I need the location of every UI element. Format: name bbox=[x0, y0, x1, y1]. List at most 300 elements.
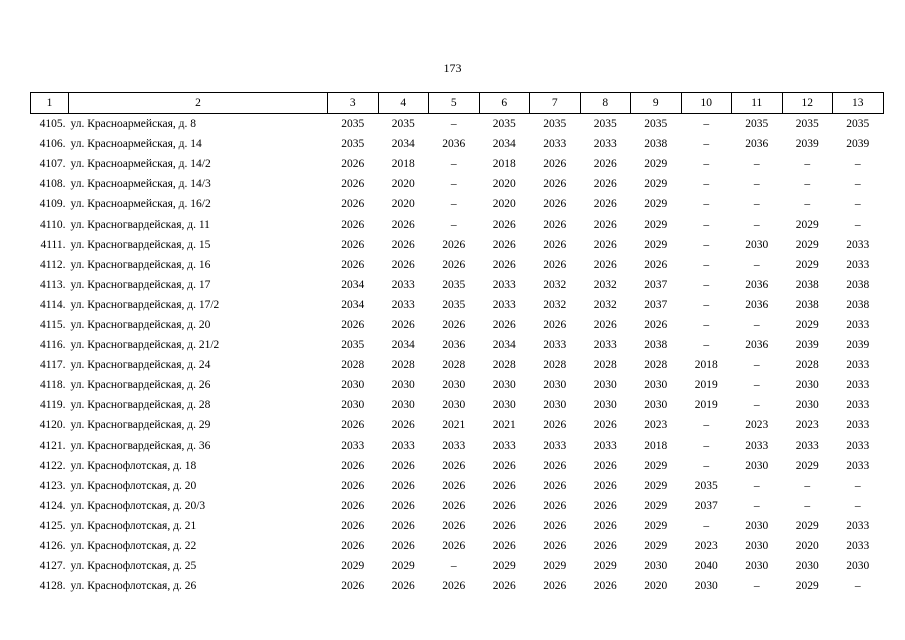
year-cell: 2026 bbox=[644, 258, 668, 271]
year-cell: 2026 bbox=[593, 479, 617, 492]
year-cell: – bbox=[753, 499, 760, 512]
year-cell: 2034 bbox=[391, 138, 415, 151]
year-cell: 2037 bbox=[694, 499, 718, 512]
year-cell: 2030 bbox=[442, 379, 466, 392]
year-cell: – bbox=[804, 158, 811, 171]
table-row bbox=[31, 395, 884, 415]
year-cell: 2026 bbox=[391, 419, 415, 432]
year-cell: 2026 bbox=[593, 238, 617, 251]
year-cell: – bbox=[804, 479, 811, 492]
year-cell: 2030 bbox=[745, 519, 769, 532]
year-cell: 2029 bbox=[644, 479, 668, 492]
address-cell: ул. Красногвардейская, д. 24 bbox=[70, 359, 211, 372]
row-number: 4114. bbox=[40, 298, 66, 311]
year-cell: 2026 bbox=[341, 178, 365, 191]
year-cell: 2038 bbox=[846, 278, 870, 291]
year-cell: 2033 bbox=[846, 459, 870, 472]
year-cell: 2030 bbox=[391, 399, 415, 412]
address-cell: ул. Красногвардейская, д. 21/2 bbox=[70, 339, 220, 352]
column-header: 3 bbox=[328, 93, 379, 114]
year-cell: 2033 bbox=[492, 439, 516, 452]
year-cell: 2026 bbox=[543, 580, 567, 593]
year-cell: 2036 bbox=[442, 339, 466, 352]
address-cell: ул. Красноармейская, д. 14 bbox=[70, 138, 202, 151]
year-cell: 2026 bbox=[492, 318, 516, 331]
year-cell: 2026 bbox=[593, 419, 617, 432]
year-cell: 2033 bbox=[391, 439, 415, 452]
year-cell: 2030 bbox=[543, 379, 567, 392]
address-cell: ул. Краснофлотская, д. 18 bbox=[70, 459, 197, 472]
year-cell: 2030 bbox=[795, 560, 819, 573]
year-cell: 2023 bbox=[694, 540, 718, 553]
year-cell: 2029 bbox=[795, 318, 819, 331]
year-cell: 2029 bbox=[391, 560, 415, 573]
column-header: 1 bbox=[31, 93, 69, 114]
year-cell: 2029 bbox=[644, 218, 668, 231]
year-cell: 2030 bbox=[644, 399, 668, 412]
year-cell: 2026 bbox=[492, 459, 516, 472]
table-row bbox=[31, 456, 884, 476]
year-cell: 2035 bbox=[846, 118, 870, 131]
year-cell: 2033 bbox=[391, 298, 415, 311]
year-cell: 2026 bbox=[391, 258, 415, 271]
year-cell: – bbox=[854, 218, 861, 231]
year-cell: 2029 bbox=[644, 459, 668, 472]
table-row bbox=[31, 536, 884, 556]
row-number: 4112. bbox=[40, 258, 66, 271]
year-cell: 2038 bbox=[846, 298, 870, 311]
year-cell: – bbox=[450, 218, 457, 231]
year-cell: 2038 bbox=[795, 278, 819, 291]
year-cell: 2030 bbox=[745, 238, 769, 251]
year-cell: – bbox=[854, 580, 861, 593]
year-cell: 2030 bbox=[492, 379, 516, 392]
year-cell: 2036 bbox=[745, 298, 769, 311]
year-cell: 2026 bbox=[341, 479, 365, 492]
year-cell: 2030 bbox=[745, 540, 769, 553]
year-cell: – bbox=[753, 379, 760, 392]
year-cell: 2019 bbox=[694, 399, 718, 412]
year-cell: 2026 bbox=[341, 459, 365, 472]
year-cell: – bbox=[854, 178, 861, 191]
address-cell: ул. Краснофлотская, д. 26 bbox=[70, 580, 197, 593]
year-cell: 2026 bbox=[543, 459, 567, 472]
year-cell: 2030 bbox=[644, 379, 668, 392]
year-cell: 2026 bbox=[341, 158, 365, 171]
year-cell: 2038 bbox=[644, 339, 668, 352]
table-row bbox=[31, 134, 884, 154]
year-cell: 2033 bbox=[795, 439, 819, 452]
year-cell: 2034 bbox=[391, 339, 415, 352]
year-cell: 2028 bbox=[492, 359, 516, 372]
address-cell: ул. Красноармейская, д. 14/3 bbox=[70, 178, 211, 191]
year-cell: 2029 bbox=[644, 178, 668, 191]
year-cell: 2030 bbox=[795, 399, 819, 412]
row-number: 4121. bbox=[39, 439, 66, 452]
row-number: 4120. bbox=[39, 419, 66, 432]
year-cell: 2026 bbox=[492, 258, 516, 271]
year-cell: 2030 bbox=[745, 560, 769, 573]
year-cell: 2026 bbox=[391, 540, 415, 553]
year-cell: 2026 bbox=[492, 479, 516, 492]
year-cell: 2026 bbox=[593, 540, 617, 553]
year-cell: 2033 bbox=[846, 379, 870, 392]
year-cell: 2026 bbox=[593, 198, 617, 211]
year-cell: 2036 bbox=[745, 138, 769, 151]
year-cell: 2020 bbox=[644, 580, 668, 593]
year-cell: – bbox=[450, 158, 457, 171]
column-header: 6 bbox=[479, 93, 530, 114]
address-cell: ул. Краснофлотская, д. 21 bbox=[70, 519, 197, 532]
column-header: 12 bbox=[782, 93, 833, 114]
row-number: 4108. bbox=[39, 178, 66, 191]
row-number: 4113. bbox=[40, 278, 66, 291]
column-header: 8 bbox=[580, 93, 631, 114]
table-row bbox=[31, 355, 884, 375]
year-cell: – bbox=[450, 118, 457, 131]
year-cell: 2033 bbox=[391, 278, 415, 291]
row-number: 4106. bbox=[39, 138, 66, 151]
table-row bbox=[31, 275, 884, 295]
row-number: 4111. bbox=[40, 238, 66, 251]
row-number: 4116. bbox=[40, 339, 66, 352]
year-cell: – bbox=[854, 499, 861, 512]
year-cell: 2026 bbox=[543, 318, 567, 331]
year-cell: – bbox=[703, 218, 710, 231]
year-cell: – bbox=[804, 178, 811, 191]
year-cell: 2033 bbox=[543, 439, 567, 452]
column-header: 5 bbox=[429, 93, 480, 114]
address-cell: ул. Краснофлотская, д. 22 bbox=[70, 540, 197, 553]
year-cell: 2026 bbox=[593, 178, 617, 191]
year-cell: – bbox=[703, 258, 710, 271]
year-cell: 2029 bbox=[644, 540, 668, 553]
year-cell: 2033 bbox=[846, 399, 870, 412]
year-cell: 2030 bbox=[492, 399, 516, 412]
year-cell: – bbox=[753, 178, 760, 191]
year-cell: – bbox=[804, 198, 811, 211]
row-number: 4128. bbox=[39, 580, 66, 593]
year-cell: 2033 bbox=[341, 439, 365, 452]
year-cell: 2035 bbox=[391, 118, 415, 131]
year-cell: 2026 bbox=[391, 238, 415, 251]
year-cell: 2026 bbox=[492, 218, 516, 231]
year-cell: 2033 bbox=[846, 258, 870, 271]
year-cell: 2026 bbox=[593, 499, 617, 512]
year-cell: 2028 bbox=[795, 359, 819, 372]
year-cell: 2028 bbox=[391, 359, 415, 372]
year-cell: 2034 bbox=[341, 278, 365, 291]
address-cell: ул. Краснофлотская, д. 20/3 bbox=[70, 499, 206, 512]
row-number: 4119. bbox=[40, 399, 66, 412]
year-cell: 2030 bbox=[694, 580, 718, 593]
table-header-row bbox=[31, 93, 884, 114]
year-cell: 2018 bbox=[391, 158, 415, 171]
year-cell: 2026 bbox=[341, 318, 365, 331]
year-cell: 2034 bbox=[492, 339, 516, 352]
year-cell: 2026 bbox=[341, 580, 365, 593]
year-cell: 2026 bbox=[543, 238, 567, 251]
year-cell: 2026 bbox=[391, 519, 415, 532]
year-cell: 2020 bbox=[795, 540, 819, 553]
year-cell: 2019 bbox=[694, 379, 718, 392]
table-row bbox=[31, 436, 884, 456]
row-number: 4126. bbox=[39, 540, 66, 553]
year-cell: 2035 bbox=[492, 118, 516, 131]
address-cell: ул. Краснофлотская, д. 20 bbox=[70, 479, 197, 492]
year-cell: 2026 bbox=[593, 519, 617, 532]
year-cell: 2032 bbox=[543, 278, 567, 291]
year-cell: 2036 bbox=[745, 278, 769, 291]
year-cell: 2035 bbox=[644, 118, 668, 131]
year-cell: 2018 bbox=[492, 158, 516, 171]
table-row bbox=[31, 214, 884, 234]
year-cell: 2035 bbox=[442, 298, 466, 311]
address-cell: ул. Красногвардейская, д. 17 bbox=[70, 278, 211, 291]
year-cell: 2026 bbox=[593, 459, 617, 472]
table-row bbox=[31, 194, 884, 214]
year-cell: 2026 bbox=[492, 519, 516, 532]
year-cell: 2029 bbox=[644, 499, 668, 512]
year-cell: 2029 bbox=[795, 238, 819, 251]
year-cell: 2026 bbox=[442, 580, 466, 593]
year-cell: 2029 bbox=[795, 258, 819, 271]
year-cell: 2023 bbox=[644, 419, 668, 432]
year-cell: 2033 bbox=[846, 318, 870, 331]
column-header: 7 bbox=[530, 93, 581, 114]
row-number: 4124. bbox=[39, 499, 66, 512]
year-cell: 2030 bbox=[442, 399, 466, 412]
year-cell: 2026 bbox=[543, 158, 567, 171]
year-cell: 2033 bbox=[846, 540, 870, 553]
year-cell: 2035 bbox=[341, 138, 365, 151]
year-cell: – bbox=[703, 419, 710, 432]
table-row bbox=[31, 415, 884, 435]
year-cell: – bbox=[703, 298, 710, 311]
table-body bbox=[31, 114, 884, 597]
address-cell: ул. Красноармейская, д. 8 bbox=[70, 118, 196, 131]
year-cell: 2033 bbox=[492, 298, 516, 311]
year-cell: 2036 bbox=[745, 339, 769, 352]
row-number: 4107. bbox=[39, 158, 66, 171]
year-cell: 2035 bbox=[442, 278, 466, 291]
year-cell: 2029 bbox=[795, 519, 819, 532]
address-cell: ул. Красногвардейская, д. 20 bbox=[70, 318, 211, 331]
year-cell: 2030 bbox=[341, 399, 365, 412]
year-cell: 2021 bbox=[492, 419, 516, 432]
schedule-table bbox=[30, 92, 884, 596]
year-cell: 2030 bbox=[846, 560, 870, 573]
year-cell: 2030 bbox=[391, 379, 415, 392]
year-cell: 2032 bbox=[593, 278, 617, 291]
year-cell: 2029 bbox=[492, 560, 516, 573]
column-header: 4 bbox=[378, 93, 429, 114]
row-number: 4115. bbox=[40, 318, 66, 331]
year-cell: 2033 bbox=[593, 339, 617, 352]
year-cell: 2029 bbox=[795, 580, 819, 593]
address-cell: ул. Красноармейская, д. 16/2 bbox=[70, 198, 211, 211]
year-cell: 2033 bbox=[846, 238, 870, 251]
year-cell: – bbox=[753, 198, 760, 211]
year-cell: 2020 bbox=[391, 178, 415, 191]
address-cell: ул. Красногвардейская, д. 17/2 bbox=[70, 298, 220, 311]
year-cell: 2038 bbox=[795, 298, 819, 311]
year-cell: 2026 bbox=[492, 580, 516, 593]
year-cell: 2026 bbox=[543, 519, 567, 532]
table-row bbox=[31, 174, 884, 194]
year-cell: 2026 bbox=[543, 258, 567, 271]
year-cell: 2023 bbox=[745, 419, 769, 432]
year-cell: 2030 bbox=[644, 560, 668, 573]
year-cell: – bbox=[703, 118, 710, 131]
year-cell: – bbox=[753, 580, 760, 593]
year-cell: 2026 bbox=[543, 499, 567, 512]
year-cell: 2018 bbox=[694, 359, 718, 372]
year-cell: – bbox=[854, 479, 861, 492]
year-cell: – bbox=[854, 198, 861, 211]
year-cell: 2020 bbox=[492, 178, 516, 191]
year-cell: 2026 bbox=[543, 198, 567, 211]
year-cell: 2026 bbox=[391, 459, 415, 472]
year-cell: – bbox=[703, 459, 710, 472]
year-cell: 2026 bbox=[593, 258, 617, 271]
year-cell: 2035 bbox=[341, 118, 365, 131]
year-cell: 2035 bbox=[745, 118, 769, 131]
year-cell: 2026 bbox=[442, 238, 466, 251]
year-cell: – bbox=[450, 198, 457, 211]
year-cell: 2037 bbox=[644, 298, 668, 311]
table-row bbox=[31, 114, 884, 135]
year-cell: 2033 bbox=[846, 419, 870, 432]
column-header: 13 bbox=[833, 93, 884, 114]
year-cell: 2029 bbox=[341, 560, 365, 573]
address-cell: ул. Красногвардейская, д. 36 bbox=[70, 439, 211, 452]
column-header: 10 bbox=[681, 93, 732, 114]
table-row bbox=[31, 516, 884, 536]
column-header: 9 bbox=[631, 93, 682, 114]
year-cell: – bbox=[450, 560, 457, 573]
row-number: 4118. bbox=[40, 379, 66, 392]
year-cell: 2029 bbox=[593, 560, 617, 573]
year-cell: 2026 bbox=[593, 158, 617, 171]
year-cell: 2033 bbox=[492, 278, 516, 291]
year-cell: 2026 bbox=[442, 499, 466, 512]
year-cell: 2030 bbox=[795, 379, 819, 392]
year-cell: 2029 bbox=[644, 238, 668, 251]
year-cell: 2020 bbox=[492, 198, 516, 211]
year-cell: 2035 bbox=[795, 118, 819, 131]
year-cell: 2026 bbox=[341, 258, 365, 271]
year-cell: 2033 bbox=[846, 359, 870, 372]
year-cell: 2029 bbox=[795, 459, 819, 472]
year-cell: 2034 bbox=[492, 138, 516, 151]
year-cell: 2033 bbox=[846, 439, 870, 452]
year-cell: 2028 bbox=[593, 359, 617, 372]
year-cell: 2030 bbox=[341, 379, 365, 392]
table-row bbox=[31, 295, 884, 315]
year-cell: 2039 bbox=[795, 138, 819, 151]
address-cell: ул. Красногвардейская, д. 11 bbox=[70, 218, 210, 231]
address-cell: ул. Красногвардейская, д. 16 bbox=[70, 258, 211, 271]
year-cell: 2030 bbox=[593, 379, 617, 392]
year-cell: – bbox=[753, 218, 760, 231]
year-cell: 2039 bbox=[846, 339, 870, 352]
year-cell: 2026 bbox=[543, 178, 567, 191]
year-cell: 2026 bbox=[391, 318, 415, 331]
year-cell: 2026 bbox=[391, 479, 415, 492]
year-cell: 2023 bbox=[795, 419, 819, 432]
year-cell: – bbox=[753, 158, 760, 171]
year-cell: 2026 bbox=[543, 419, 567, 432]
year-cell: 2026 bbox=[391, 499, 415, 512]
row-number: 4127. bbox=[39, 560, 66, 573]
year-cell: 2029 bbox=[795, 218, 819, 231]
table-row bbox=[31, 375, 884, 395]
table-row bbox=[31, 235, 884, 255]
row-number: 4117. bbox=[40, 359, 66, 372]
year-cell: 2026 bbox=[442, 540, 466, 553]
year-cell: 2026 bbox=[644, 318, 668, 331]
table-row bbox=[31, 496, 884, 516]
year-cell: – bbox=[703, 439, 710, 452]
year-cell: 2029 bbox=[543, 560, 567, 573]
year-cell: 2026 bbox=[341, 540, 365, 553]
page-number: 173 bbox=[443, 61, 462, 75]
year-cell: 2033 bbox=[442, 439, 466, 452]
year-cell: – bbox=[703, 198, 710, 211]
year-cell: 2030 bbox=[543, 399, 567, 412]
year-cell: 2026 bbox=[442, 258, 466, 271]
year-cell: 2026 bbox=[442, 479, 466, 492]
year-cell: 2040 bbox=[694, 560, 718, 573]
column-header: 2 bbox=[69, 93, 328, 114]
table-row bbox=[31, 556, 884, 576]
year-cell: 2026 bbox=[442, 459, 466, 472]
year-cell: 2026 bbox=[593, 580, 617, 593]
year-cell: 2037 bbox=[644, 278, 668, 291]
year-cell: 2030 bbox=[745, 459, 769, 472]
year-cell: – bbox=[703, 178, 710, 191]
year-cell: 2034 bbox=[341, 298, 365, 311]
year-cell: 2033 bbox=[593, 138, 617, 151]
table-row bbox=[31, 154, 884, 174]
year-cell: 2035 bbox=[593, 118, 617, 131]
year-cell: 2026 bbox=[341, 238, 365, 251]
year-cell: – bbox=[450, 178, 457, 191]
year-cell: – bbox=[703, 318, 710, 331]
table-row bbox=[31, 576, 884, 596]
year-cell: – bbox=[753, 479, 760, 492]
year-cell: 2030 bbox=[593, 399, 617, 412]
year-cell: 2026 bbox=[543, 479, 567, 492]
year-cell: 2018 bbox=[644, 439, 668, 452]
address-cell: ул. Краснофлотская, д. 25 bbox=[70, 560, 197, 573]
year-cell: – bbox=[804, 499, 811, 512]
year-cell: 2035 bbox=[341, 339, 365, 352]
year-cell: 2026 bbox=[593, 218, 617, 231]
year-cell: 2036 bbox=[442, 138, 466, 151]
year-cell: 2029 bbox=[644, 519, 668, 532]
column-header: 11 bbox=[732, 93, 783, 114]
year-cell: 2020 bbox=[391, 198, 415, 211]
year-cell: 2039 bbox=[795, 339, 819, 352]
year-cell: 2026 bbox=[543, 218, 567, 231]
year-cell: 2029 bbox=[644, 198, 668, 211]
year-cell: 2026 bbox=[543, 540, 567, 553]
year-cell: 2021 bbox=[442, 419, 466, 432]
year-cell: 2032 bbox=[543, 298, 567, 311]
address-cell: ул. Красногвардейская, д. 26 bbox=[70, 379, 211, 392]
